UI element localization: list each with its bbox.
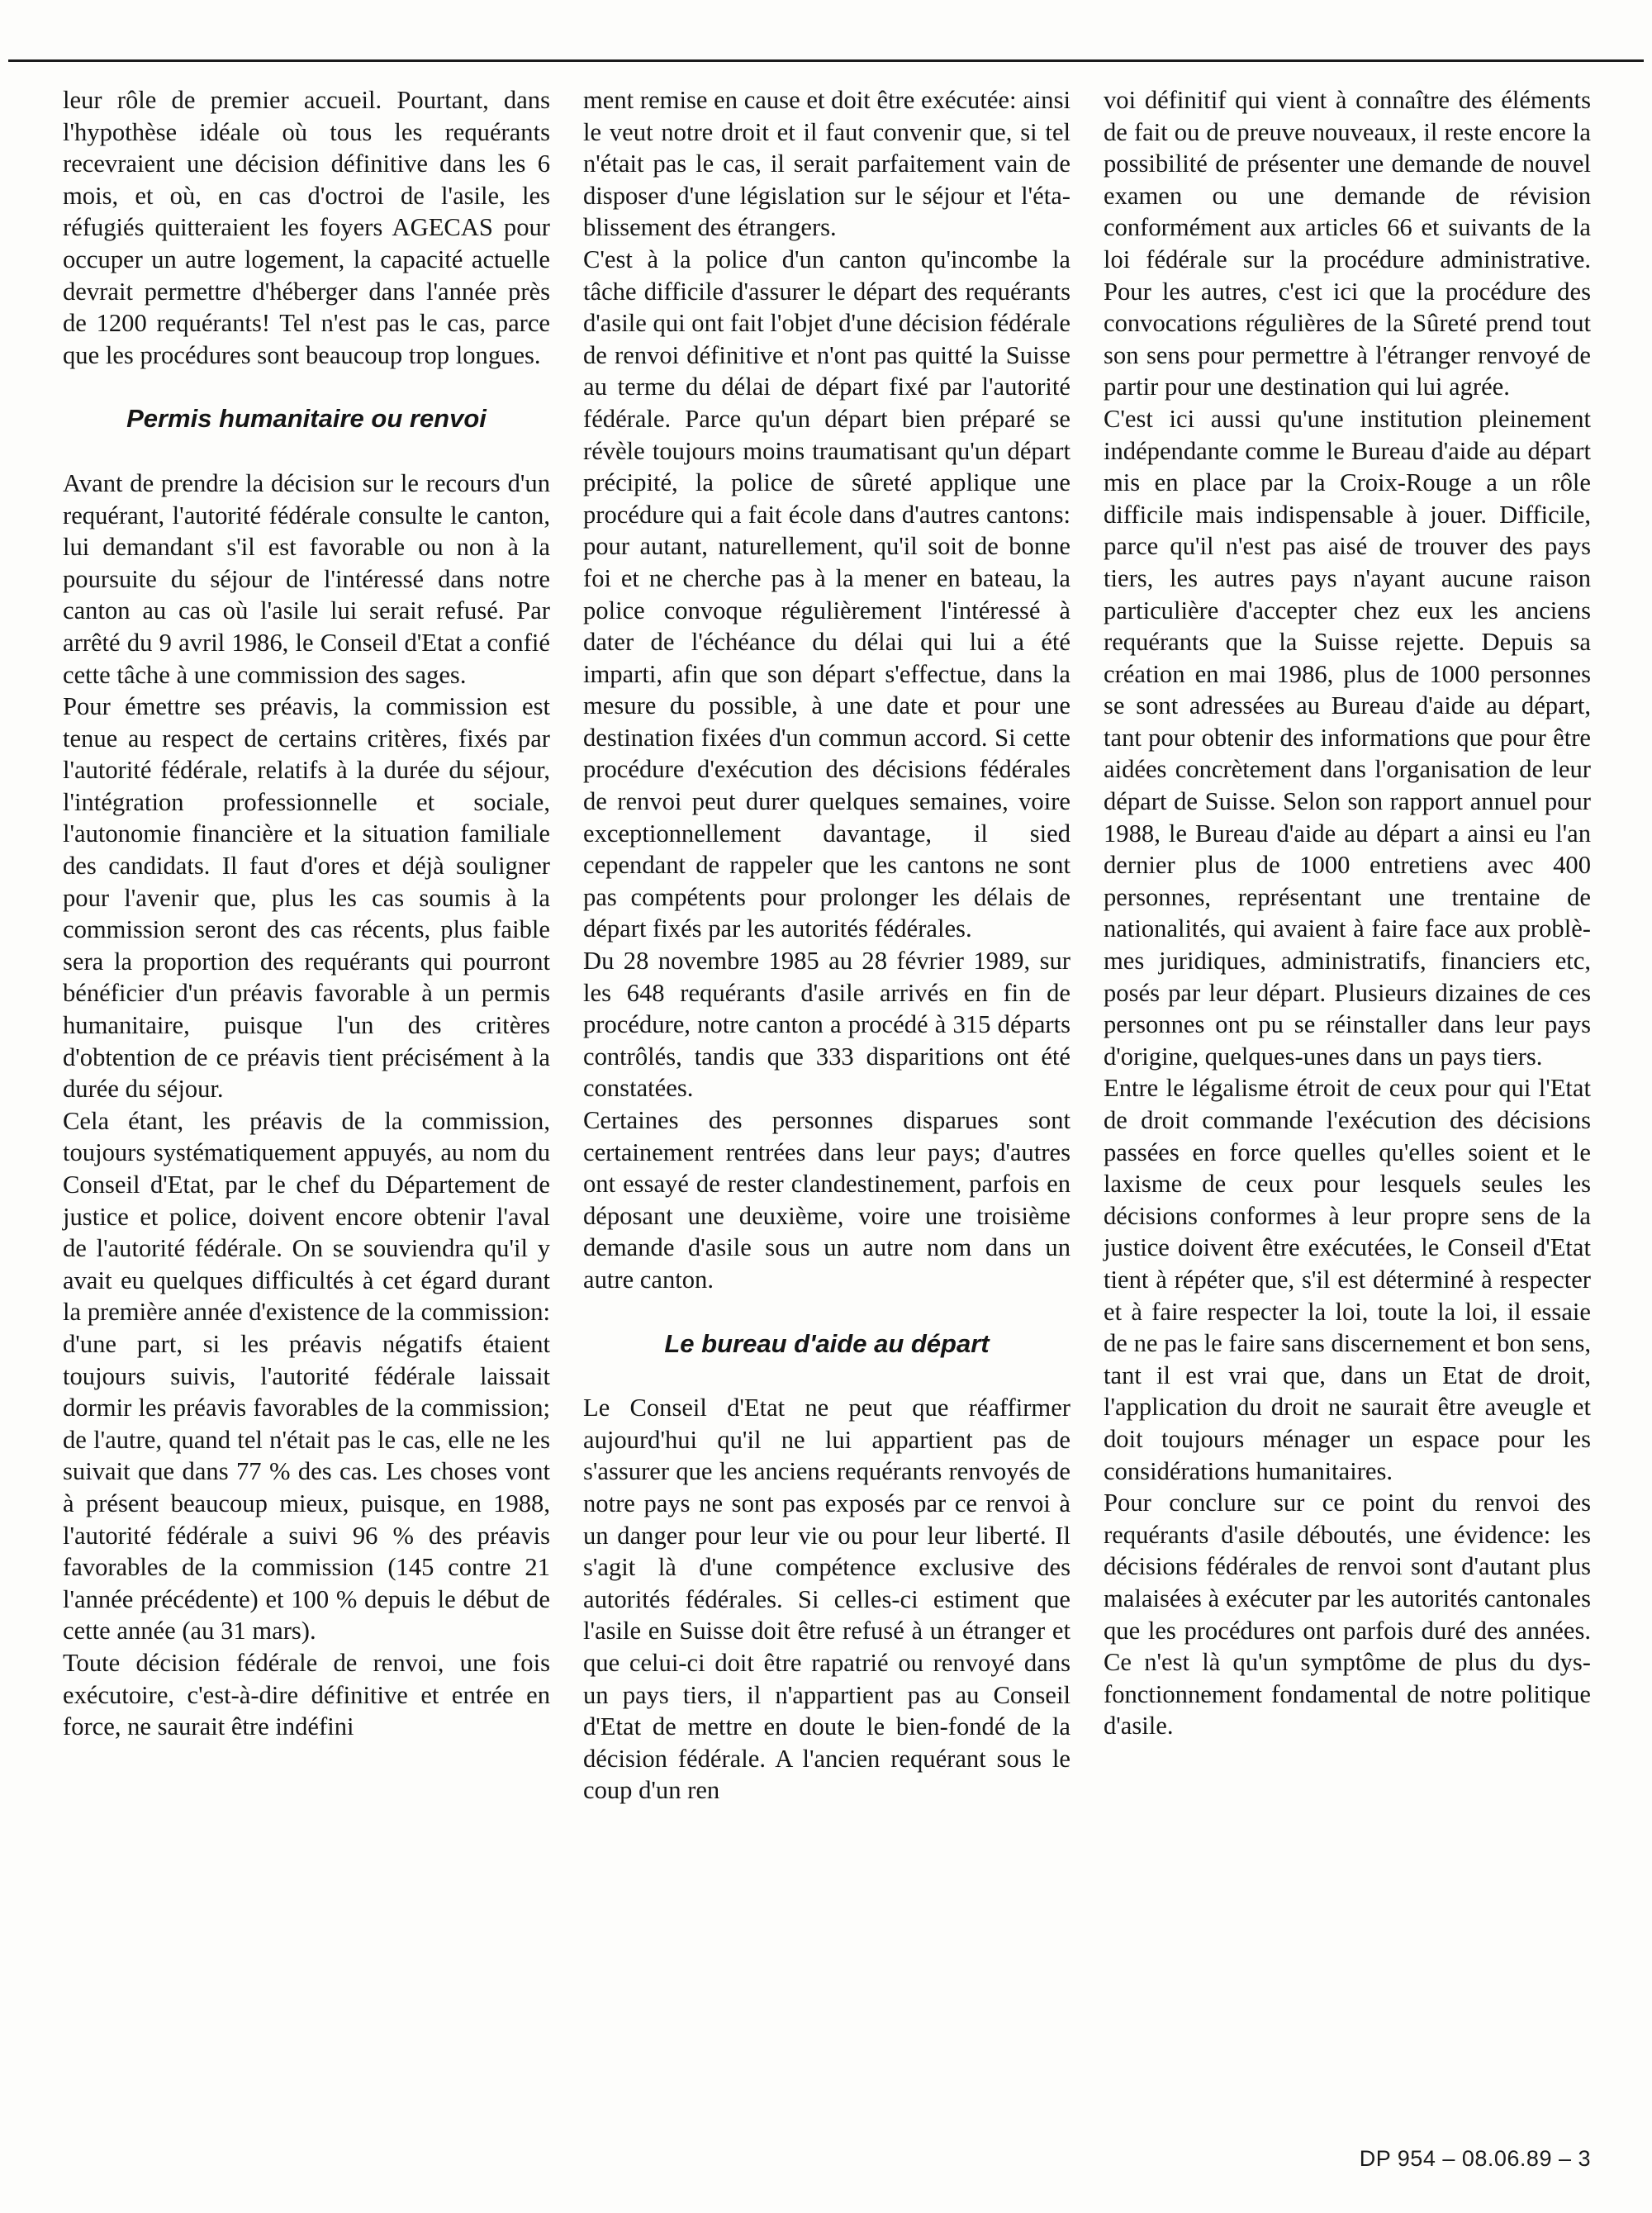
paragraph: voi définitif qui vient à connaître des éléments de fait ou de preuve nouveaux, il reste encore la possibilité de présenter une demande de nouvel examen ou une demande de révision conformément aux articles 66 et suivants de la loi fédérale sur la procédure administrative. Pour les autres, c'est ici que la procédure des convocations régulières de la Sûreté prend tout son sens pour permettre à l'étranger renvoyé de partir pour une destination qui lui agrée. <box>1104 86 1591 401</box>
column-3 <box>1104 84 1591 1742</box>
paragraph: Avant de prendre la décision sur le recours d'un requérant, l'autorité fédérale consulte le canton, lui demandant s'il est favorable ou non à la poursuite du séjour de l'intéressé dans notre canton au cas où l'asile lui serait refusé. Par arrêté du 9 avril 1986, le Conseil d'Etat a confié cette tâche à une commission des sages. <box>63 468 550 689</box>
paragraph: Pour émettre ses préavis, la commission est tenue au respect de certains critères, fixés par l'autorité fédérale, relatifs à la durée du séjour, l'intégration professionnelle et sociale, l'autonomie financière et la situation familiale des candidats. Il faut d'ores et déjà souligner pour l'avenir que, plus les cas soumis à la commission seront des cas récents, plus faible sera la proportion des requérants qui pourront bénéficier d'un préavis favorable à un permis humanitaire, puisque l'un des critères d'obtention de ce préavis tient précisément à la durée du séjour. <box>63 692 550 1104</box>
paragraph: ment remise en cause et doit être exécutée: ainsi le veut notre droit et il faut convenir que, si tel n'était pas le cas, il serait parfaitement vain de disposer d'une législation sur le séjour et l'établissement des étrangers. <box>583 86 1070 242</box>
paragraph: Toute décision fédérale de renvoi, une fois exécutoire, c'est-à-dire définitive et entrée en force, ne saurait être indéfini <box>63 1648 550 1741</box>
paragraph: C'est ici aussi qu'une institution pleinement indépendante comme le Bureau d'aide au départ mis en place par la Croix-Rouge a un rôle difficile mais indispensable à jouer. Difficile, parce qu'il n'est pas aisé de trouver des pays tiers, les autres pays n'ayant aucune raison particulière d'accepter chez eux les anciens requérants que la Suisse rejette. Depuis sa création en mai 1986, plus de 1000 personnes se sont adressées au Bureau d'aide au départ, tant pour obtenir des informations que pour être aidées concrètement dans l'organisation de leur départ de Suisse. Selon son rapport annuel pour 1988, le Bureau d'aide au départ a ainsi eu l'an dernier plus de 1000 entretiens avec 400 personnes, représentant une trentaine de nationalités, qui avaient à faire face aux problèmes juridiques, administratifs, financiers etc, posés par leur départ. Plusieurs dizaines de ces personnes ont pu se réinstaller dans leur pays d'origine, quelques-unes dans un pays tiers. <box>1104 404 1591 1071</box>
paragraph: Certaines des personnes disparues sont certainement rentrées dans leur pays; d'autres ont essayé de rester clandestinement, parfois en déposant une deuxième, voire une troisième demande d'asile sous un autre nom dans un autre canton. <box>583 1106 1070 1294</box>
top-rule <box>8 59 1644 62</box>
column-2 <box>583 84 1070 1807</box>
paragraph: Entre le légalisme étroit de ceux pour qui l'Etat de droit commande l'exécution des décisions passées en force quelles qu'elles soient et le laxisme de ceux pour lesquels seules les décisions conformes à leur propre sens de la justice doivent être exécutées, le Conseil d'Etat tient à répéter que, s'il est déterminé à respecter et à faire respecter la loi, toute la loi, il essaie de ne pas le faire sans discernement et bon sens, tant il est vrai que, dans un Etat de droit, l'application du droit ne saurait être aveugle et doit toujours ménager un espace pour les considérations humanitaires. <box>1104 1074 1591 1485</box>
paragraph: C'est à la police d'un canton qu'incombe la tâche difficile d'assurer le départ des requérants d'asile qui ont fait l'objet d'une décision fédérale de renvoi définitive et n'ont pas quitté la Suisse au terme du délai de départ fixé par l'autorité fédérale. Parce qu'un départ bien préparé se révèle toujours moins traumatisant qu'un départ précipité, la police de sûreté applique une procédure qui a fait école dans d'autres cantons: pour autant, naturellement, qu'il soit de bonne foi et ne cherche pas à la mener en bateau, la police convoque régulièrement l'intéressé à dater de l'échéance du délai qui lui a été imparti, afin que son départ s'effectue, dans la mesure du possible, à une date et pour une destination fixées d'un commun accord. Si cette procédure d'exécution des décisions fédérales de renvoi peut durer quelques semaines, voire exceptionnellement davantage, il sied cependant de rappeler que les cantons ne sont pas compétents pour prolonger les délais de départ fixés par les autorités fédérales. <box>583 245 1070 943</box>
section-heading-permis-humanitaire: Permis humanitaire ou renvoi <box>126 404 487 434</box>
paragraph: Pour conclure sur ce point du renvoi des requérants d'asile déboutés, une évidence: les décisions fédérales de renvoi sont d'autant plus malaisées à exécuter par les autorités cantonales que les procédures ont parfois duré des années. Ce n'est là qu'un symptôme de plus du dysfonctionnement fondamental de notre politique d'asile. <box>1104 1489 1591 1740</box>
column-1 <box>63 84 550 1743</box>
section-heading-bureau-aide: Le bureau d'aide au départ <box>664 1328 990 1358</box>
paragraph: Cela étant, les préavis de la commission, toujours systématiquement appuyés, au nom du Conseil d'Etat, par le chef du Département de justice et police, doivent encore obtenir l'aval de l'autorité fédérale. On se souviendra qu'il y avait eu quelques difficultés à cet égard durant la première année d'existence de la commission: d'une part, si les préavis négatifs étaient toujours suivis, l'autorité fédérale laissait dormir les préavis favorables de la commission; de l'autre, quand tel n'était pas le cas, elle ne les suivait que dans 77 % des cas. Les choses vont à présent beaucoup mieux, puisque, en 1988, l'autorité fédérale a suivi 96 % des préavis favorables de la commission (145 contre 21 l'année précédente) et 100 % depuis le début de cette année (au 31 mars). <box>63 1106 550 1646</box>
paragraph: Du 28 novembre 1985 au 28 février 1989, sur les 648 requérants d'asile arrivés en fin de procédure, notre canton a procédé à 315 départs contrôlés, tandis que 333 disparitions ont été constatées. <box>583 947 1070 1103</box>
paragraph: leur rôle de premier accueil. Pourtant, dans l'hypothèse idéale où tous les requérants recevraient une décision définitive dans les 6 mois, et où, en cas d'octroi de l'asile, les réfugiés quitteraient les foyers AGECAS pour occuper un autre logement, la capacité actuelle devrait permettre d'héberger dans l'année près de 1200 requérants! Tel n'est pas le cas, parce que les procédures sont beaucoup trop longues. <box>63 86 550 369</box>
paragraph: Le Conseil d'Etat ne peut que réaffirmer aujourd'hui qu'il ne lui appartient pas de s'assurer que les anciens requérants renvoyés de notre pays ne sont pas exposés par ce renvoi à un danger pour leur vie ou pour leur liberté. Il s'agit là d'une compétence exclusive des autorités fédérales. Si celles-ci estiment que l'asile en Suisse doit être refusé à un étranger et que celui-ci doit être rapatrié ou renvoyé dans un pays tiers, il n'appartient pas au Conseil d'Etat de mettre en doute le bien-fondé de la décision fédérale. A l'ancien requérant sous le coup d'un ren <box>583 1394 1070 1805</box>
page-footer: DP 954 – 08.06.89 – 3 <box>1359 2146 1591 2171</box>
